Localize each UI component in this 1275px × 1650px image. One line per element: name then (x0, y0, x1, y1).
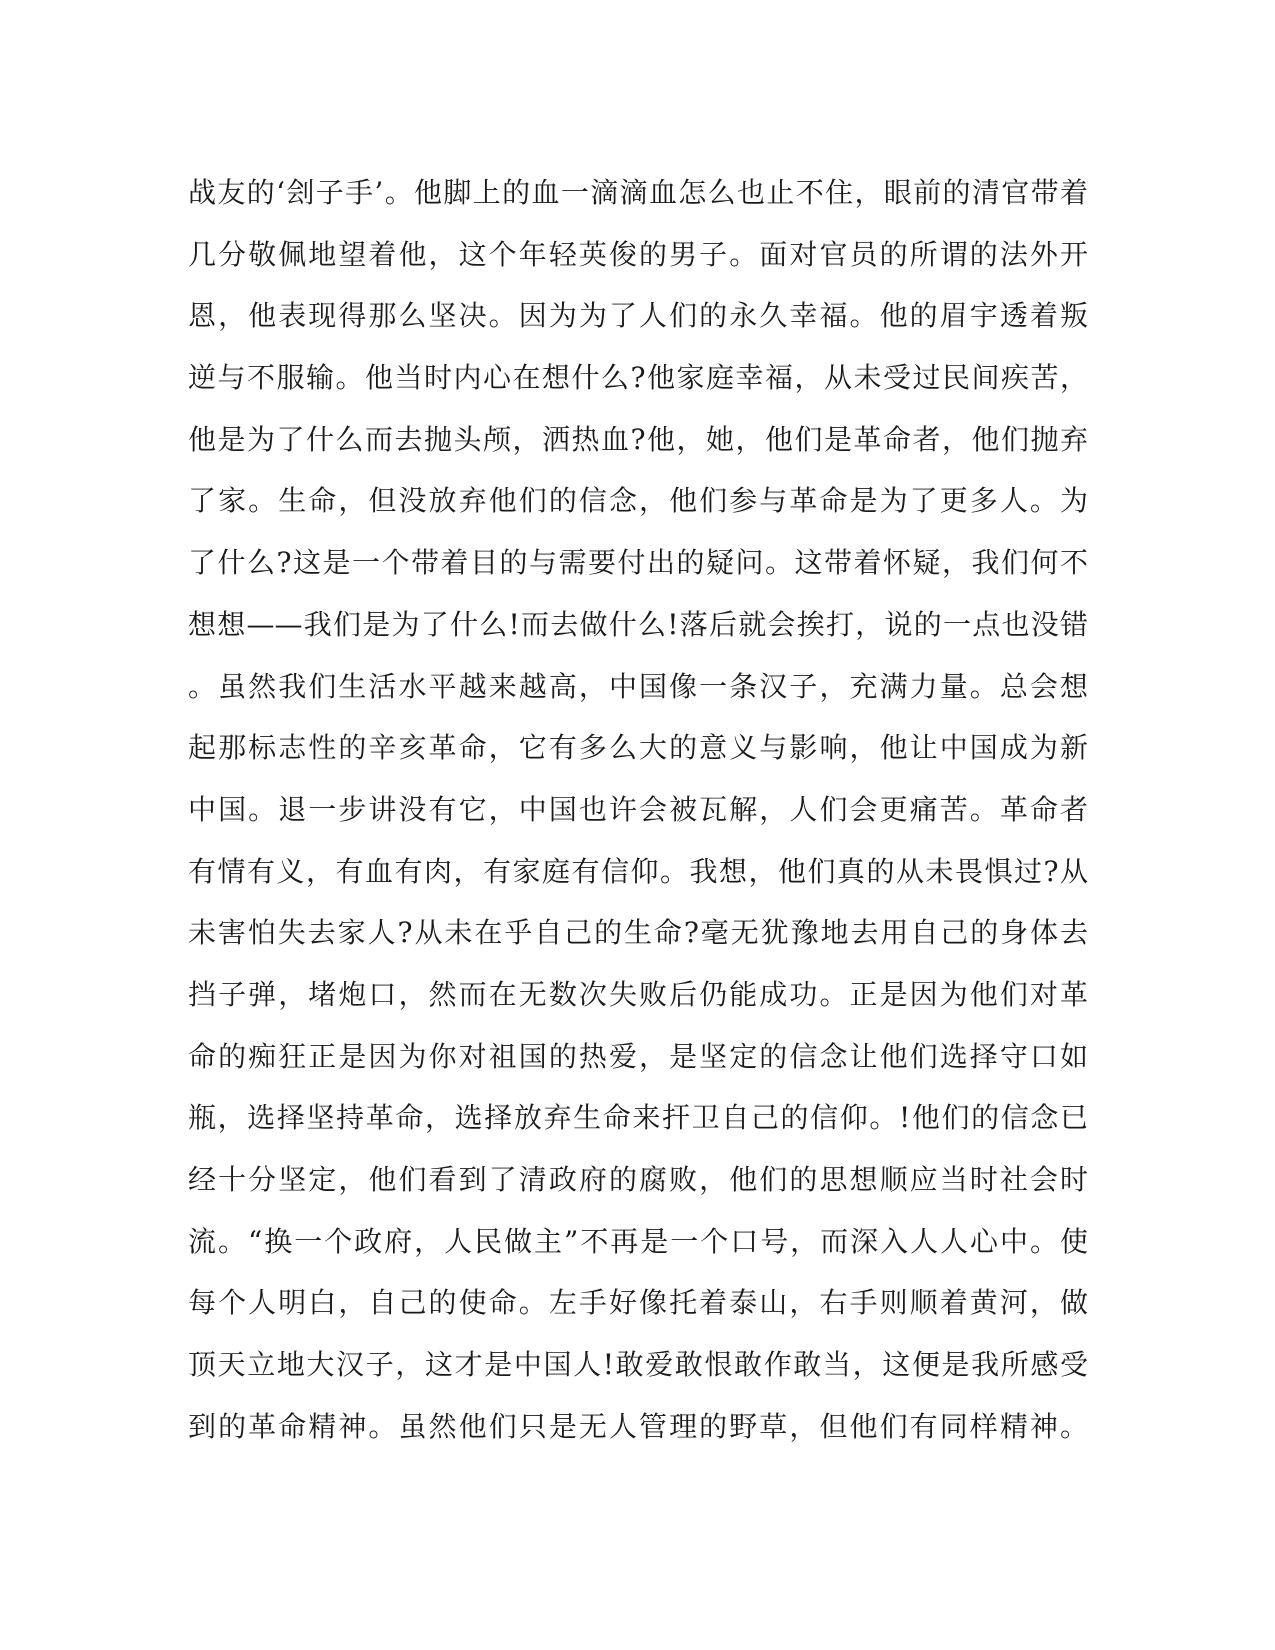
text-line: 流。“换一个政府，人民做主”不再是一个口号，而深入人人心中。使 (188, 1224, 1088, 1258)
text-line: 瓶，选择坚持革命，选择放弃生命来扞卫自己的信仰。!他们的信念已 (188, 1101, 1088, 1135)
text-line: 有情有义，有血有肉，有家庭有信仰。我想，他们真的从未畏惧过?从 (188, 854, 1088, 888)
text-line: 逆与不服输。他当时内心在想什么?他家庭幸福，从未受过民间疾苦， (188, 361, 1088, 395)
text-line: 每个人明白，自己的使命。左手好像托着泰山，右手则顺着黄河，做 (188, 1286, 1088, 1320)
text-line: 经十分坚定，他们看到了清政府的腐败，他们的思想顺应当时社会时 (188, 1163, 1088, 1196)
text-line: 了家。生命，但没放弃他们的信念，他们参与革命是为了更多人。为 (188, 484, 1088, 518)
text-line: 命的痴狂正是因为你对祖国的热爱，是坚定的信念让他们选择守口如 (188, 1039, 1088, 1073)
text-line: 了什么?这是一个带着目的与需要付出的疑问。这带着怀疑，我们何不 (188, 546, 1088, 580)
text-line: 中国。退一步讲没有它，中国也许会被瓦解，人们会更痛苦。革命者 (188, 792, 1088, 826)
text-line: 顶天立地大汉子，这才是中国人!敢爱敢恨敢作敢当，这便是我所感受 (188, 1348, 1088, 1382)
text-line: 他是为了什么而去抛头颅，洒热血?他，她，他们是革命者，他们抛弃 (188, 422, 1088, 456)
text-line: 恩，他表现得那么坚决。因为为了人们的永久幸福。他的眉宇透着叛 (188, 299, 1088, 333)
body-text (188, 162, 1088, 1457)
text-line: 几分敬佩地望着他，这个年轻英俊的男子。面对官员的所谓的法外开 (188, 237, 1088, 271)
text-line: 到的革命精神。虽然他们只是无人管理的野草，但他们有同样精神。 (188, 1409, 1088, 1443)
text-line: 。虽然我们生活水平越来越高，中国像一条汉子，充满力量。总会想 (188, 669, 1088, 703)
text-line: 起那标志性的辛亥革命，它有多么大的意义与影响，他让中国成为新 (188, 731, 1088, 765)
text-line: 战友的‘刽子手’。他脚上的血一滴滴血怎么也止不住，眼前的清官带着 (188, 176, 1088, 209)
text-line: 挡子弹，堵炮口，然而在无数次失败后仍能成功。正是因为他们对革 (188, 977, 1088, 1011)
text-line: 想想——我们是为了什么!而去做什么!落后就会挨打，说的一点也没错 (188, 607, 1088, 641)
text-line: 未害怕失去家人?从未在乎自己的生命?毫无犹豫地去用自己的身体去 (188, 916, 1088, 950)
